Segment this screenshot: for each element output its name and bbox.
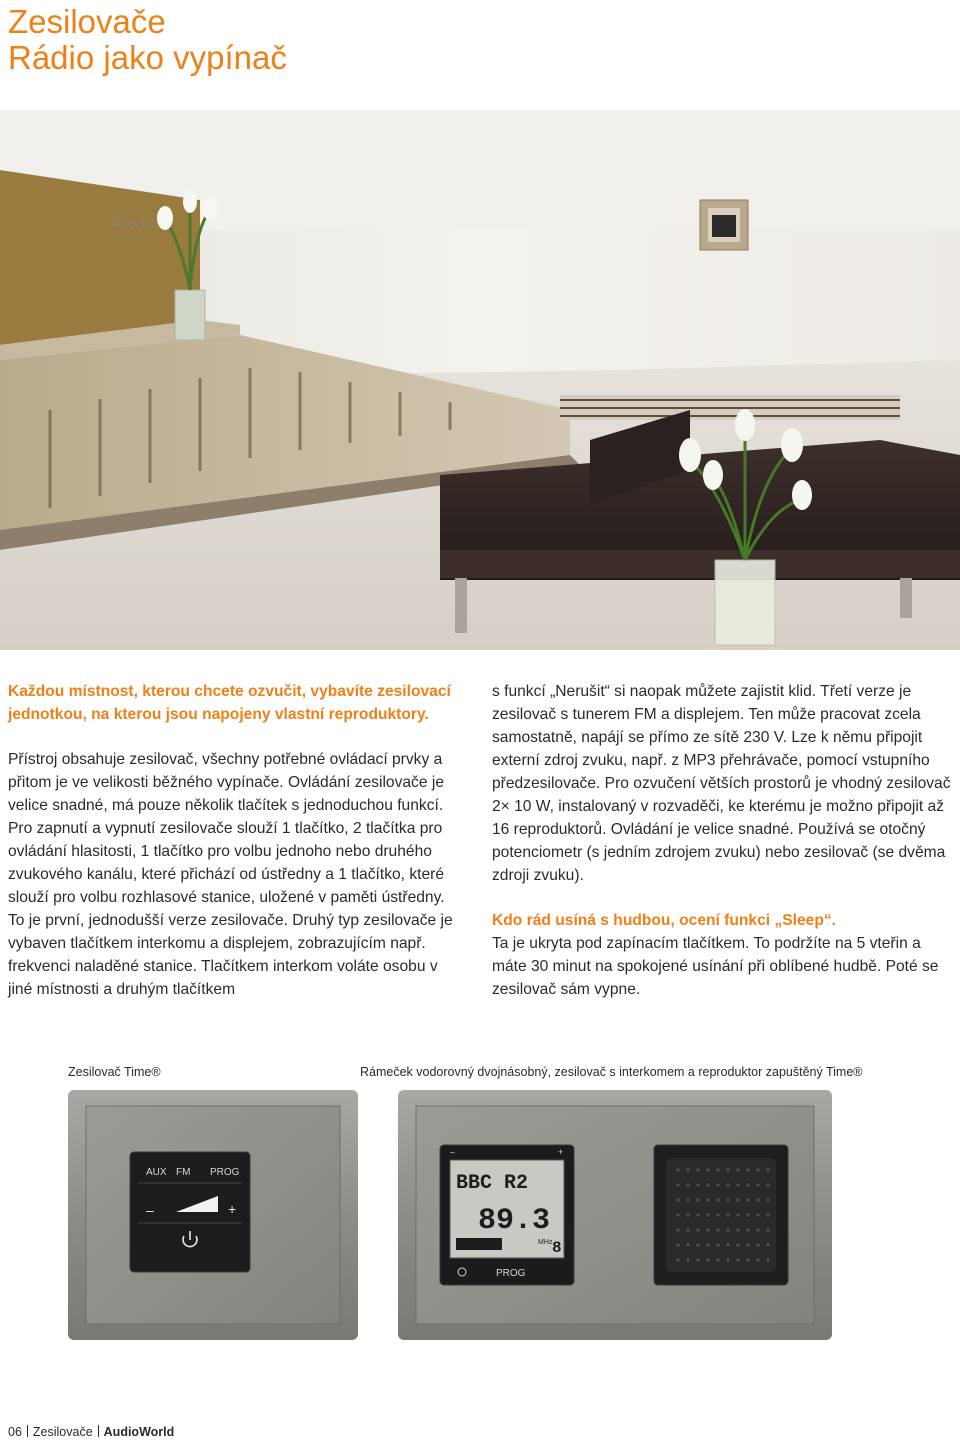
sleep-text: Ta je ukryta pod zapínacím tlačítkem. To podržíte na 5 vteřin a máte 30 minut na spokojené usínání při oblíbené hudbě. Poté se zesilovač sám vypne. [492, 935, 939, 998]
right-body-text: s funkcí „Nerušit“ si naopak můžete zajistit klid. Třetí verze je zesilovač s tunerem FM a displejem. Ten může pracovat zcela samostatně, napájí se přímo ze sítě 230 V. Lze k němu připojit externí zdroj zvuku, např. z MP3 přehrávače, pomocí vstupního předzesilovače. Pro ozvučení větších prostorů je vhodný zesilovač 2× 10 W, instalovaný v rozvaděči, ke kterému je možno připojit až 16 reproduktorů. Ovládání je velice snadné. Používá se otočný potenciometr (s jedním zdrojem zvuku) nebo zesilovač (se dvěma zdroji zvuku). [492, 683, 951, 884]
sleep-highlight: Kdo rád usíná s hudbou, ocení funkci „Sleep“. [492, 912, 836, 929]
aux-button[interactable]: AUX [146, 1167, 167, 1178]
page-title [8, 4, 287, 76]
fm-button[interactable]: FM [176, 1167, 191, 1178]
title-line-1: Zesilovače [8, 3, 166, 40]
display-station: BBC R2 [456, 1172, 529, 1195]
page-number: 06 [8, 1425, 22, 1439]
intercom-volume-down[interactable]: – [450, 1147, 456, 1157]
page-footer [8, 1425, 174, 1439]
intercom-volume-up[interactable]: + [558, 1147, 564, 1157]
volume-down-button[interactable]: – [146, 1202, 154, 1218]
prog-button[interactable]: PROG [210, 1167, 240, 1178]
footer-divider [98, 1425, 99, 1437]
intercom-display-device [440, 1145, 574, 1285]
caption-amplifier: Zesilovač Time® [68, 1065, 161, 1079]
footer-divider [27, 1425, 28, 1437]
left-column [8, 680, 456, 1023]
volume-up-button[interactable]: + [228, 1201, 237, 1217]
left-body-text: Přístroj obsahuje zesilovač, všechny potřebné ovládací prvky a přitom je ve velikosti běžného vypínače. Ovládání zesilovače je velice snadné, má pouze několik tlačítek s jednoduchou funkcí. Pro zapnutí a vypnutí zesilovače slouží 1 tlačítko, 2 tlačítka pro ovládání hlasitosti, 1 tlačítko pro volbu jednoho nebo druhého zvukového kanálu, které přichází od ústředny a 1 tlačítko, které slouží pro volbu rozhlasové stanice, uložené v paměti ústředny. To je první, jednodušší verze zesilovače. Druhý typ zesilovače je vybaven tlačítkem interkomu a displejem, zobrazujícím např. frekvenci naladěné stanice. Tlačítkem interkom voláte osobu v jiné místnosti a druhým tlačítkem [8, 751, 453, 998]
title-line-2: Rádio jako vypínač [8, 39, 287, 76]
display-frequency: 89.3 [478, 1204, 551, 1238]
caption-frame-set: Rámeček vodorovný dvojnásobný, zesilovač s interkomem a reproduktor zapuštěný Time® [360, 1065, 863, 1079]
speaker-device [654, 1145, 788, 1285]
wall-sign: 4 to 12 [112, 215, 155, 231]
display-channel: 8 [552, 1239, 562, 1257]
amplifier-device [130, 1152, 250, 1272]
footer-brand: AudioWorld [103, 1425, 175, 1439]
footer-section: Zesilovače [32, 1425, 93, 1439]
right-column [492, 680, 952, 1023]
product-image [68, 1090, 832, 1340]
intro-text: Každou místnost, kterou chcete ozvučit, vybavíte zesilovací jednotkou, na kterou jsou napojeny vlastní reproduktory. [8, 683, 451, 723]
display-unit: MHz [538, 1239, 553, 1246]
lobby-photo [0, 110, 960, 650]
signal-bar [456, 1238, 502, 1250]
display-prog-button[interactable]: PROG [496, 1268, 526, 1279]
